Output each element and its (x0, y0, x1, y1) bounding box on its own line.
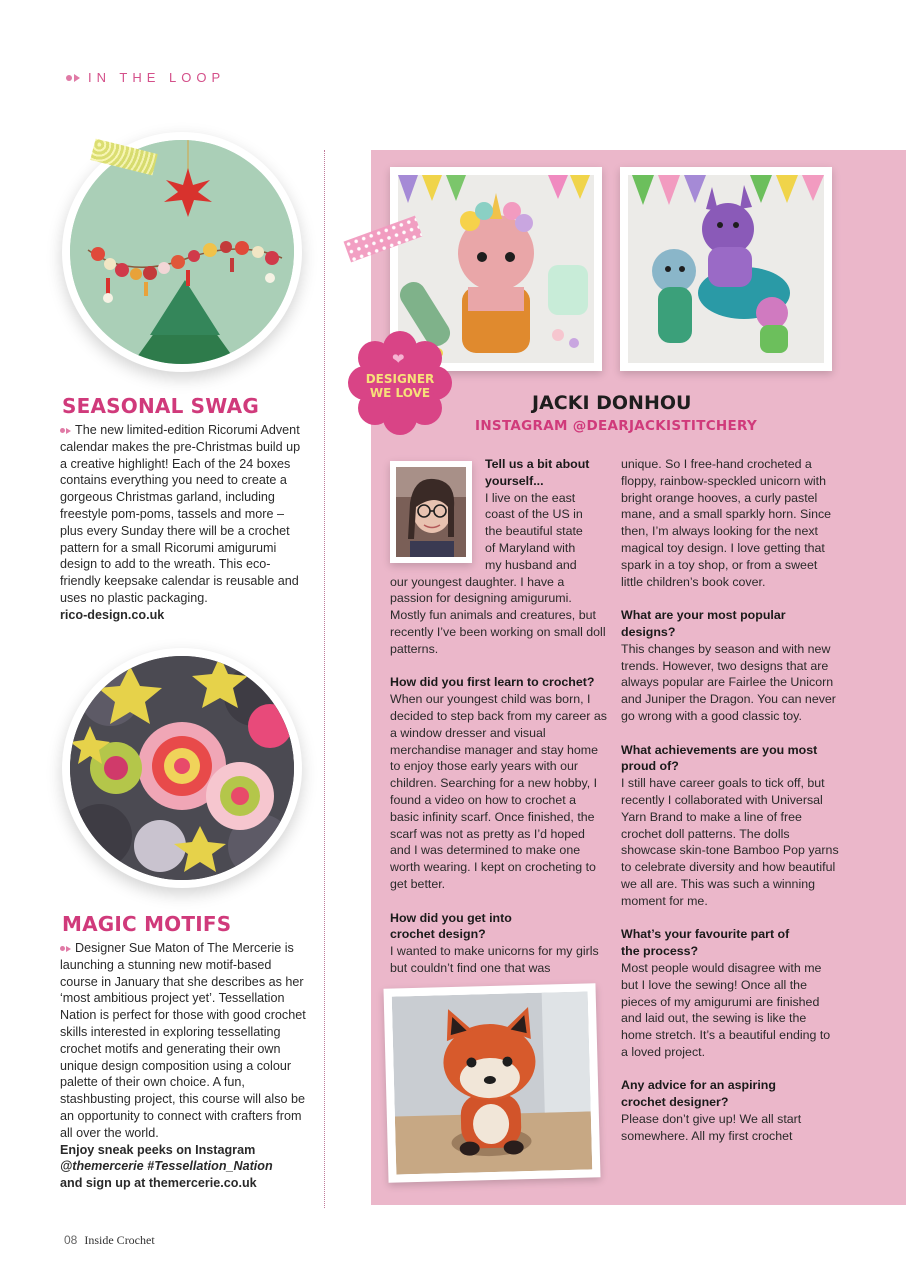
publication-title: Inside Crochet (84, 1233, 155, 1247)
answer-1-rest: our youngest daughter. I have a passion for designing amigurumi. Mostly fun animals and creatures, but recently I’ve been working on small doll patterns. (390, 574, 606, 656)
garland-photo (62, 132, 302, 372)
question-4: What are your most popular designs? (621, 608, 786, 639)
motif-photo (62, 648, 302, 888)
question-7: Any advice for an aspiring crochet designer? (621, 1078, 776, 1110)
dragon-illustration (628, 175, 824, 363)
magic-body (60, 940, 310, 1192)
question-1: Tell us a bit about yourself... (485, 457, 590, 488)
interview-column-1 (390, 456, 608, 977)
page-footer (64, 1233, 155, 1248)
magic-text: Designer Sue Maton of The Mercerie is launching a stunning new motif-based course in January that she describes as her ‘most ambitious project yet’. Tessellation Nation is perfect for those with good crochet skills interested in exploring tessellating crochet motifs and generating their own unique design composition using a colour palette of their own choice. A fun, stashbusting project, this course will also be an opportunity to connect with crafters from all over the world. (60, 941, 306, 1140)
answer-2: When our youngest child was born, I decided to step back from my career as a window dresser and visual merchandise manager and stay home to enjoy those early years with our children. Searching for a new hobby, I found a video on how to crochet a basic infinity scarf. Once finished, the scarf was not as pretty as I’d hoped and I was determined to make one worth wearing. I kept on crocheting to get better. (390, 692, 607, 891)
answer-3-continued: unique. So I free-hand crocheted a floppy, rainbow-speckled unicorn with bright orange hooves, a curly pastel mane, and a small sparkly horn. Since then, I’m always looking for the next magical toy design. I love getting that spark in a toy shop, or from a sweet little children’s book cover. (621, 457, 832, 589)
answer-1-line-1: I live on the east (485, 490, 576, 505)
answer-1-line-2: coast of the US in (485, 507, 583, 522)
column-divider (324, 150, 325, 1208)
answer-7: Please don’t give up! We all start somewhere. All my first crochet (621, 1112, 802, 1143)
question-5: What achievements are you most proud of? (621, 742, 818, 774)
seasonal-body (60, 422, 310, 624)
magic-heading: MAGIC MOTIFS (62, 912, 232, 936)
answer-4: This changes by season and with new trends. However, two designs that are always popular are Fairlee the Unicorn and Juniper the Dragon. You can never go wrong with a good classic toy. (621, 641, 836, 723)
answer-3: I wanted to make unicorns for my girls but couldn’t find one that was (390, 944, 599, 975)
badge-line-1: DESIGNER (365, 372, 435, 386)
seasonal-text: The new limited-edition Ricorumi Advent calendar makes the pre-Christmas build up a creative highlight! Each of the 24 boxes contains everything you need to create a gorgeous Christmas garland, including freestyle pom-poms, tassels and more – plus every Sunday there will be a crochet pattern for a small Ricorumi amigurumi design to add to the wreath. This eco-friendly keepsake calendar is reusable and uses no plastic packaging. (60, 423, 301, 605)
garland-illustration (70, 140, 294, 364)
question-6: What’s your favourite part of the process? (621, 927, 790, 959)
interview-column-2 (621, 456, 839, 1145)
fox-illustration (392, 991, 593, 1174)
fox-photo (383, 983, 600, 1182)
page-number: 08 (64, 1233, 78, 1247)
arrow-icon (60, 946, 71, 952)
answer-1-line-5: my husband and (485, 557, 577, 572)
seasonal-link[interactable]: rico-design.co.uk (60, 607, 165, 622)
section-tag (66, 70, 225, 85)
answer-5: I still have career goals to tick off, but recently I collaborated with Universal Yarn Brand to make a line of free crochet doll patterns. The dolls showcase skin-tone Bamboo Pop yarns to celebrate diversity and how beautiful we all are. This was such a winning moment for me. (621, 776, 839, 908)
magic-cta-3[interactable]: and sign up at themercerie.co.uk (60, 1176, 257, 1191)
answer-6: Most people would disagree with me but I love the sewing! Once all the pieces of my amigurumi are finished and laid out, the sewing is like the home stretch. It’s a beautiful ending to a loved project. (621, 960, 831, 1059)
badge-line-2: WE LOVE (369, 386, 431, 400)
seasonal-heading: SEASONAL SWAG (62, 394, 259, 418)
dragon-photo (620, 167, 832, 371)
answer-1-line-3: the beautiful state (485, 524, 583, 539)
badge-text (345, 372, 455, 400)
designer-name: JACKI DONHOU (532, 392, 692, 414)
designer-instagram[interactable]: INSTAGRAM @DEARJACKISTITCHERY (475, 418, 758, 434)
magic-cta-1: Enjoy sneak peeks on Instagram (60, 1142, 256, 1157)
designer-we-love-badge (345, 330, 455, 436)
arrow-icon (66, 74, 80, 82)
question-3: How did you get into crochet design? (390, 910, 512, 942)
answer-1-line-4: of Maryland with (485, 540, 576, 555)
heart-icon: ❤ (392, 351, 405, 368)
magic-cta-2[interactable]: @themercerie #Tessellation_Nation (60, 1159, 273, 1174)
motif-illustration (70, 656, 294, 880)
question-2: How did you first learn to crochet? (390, 675, 595, 690)
section-tag-label: IN THE LOOP (88, 70, 226, 85)
arrow-icon (60, 428, 71, 434)
